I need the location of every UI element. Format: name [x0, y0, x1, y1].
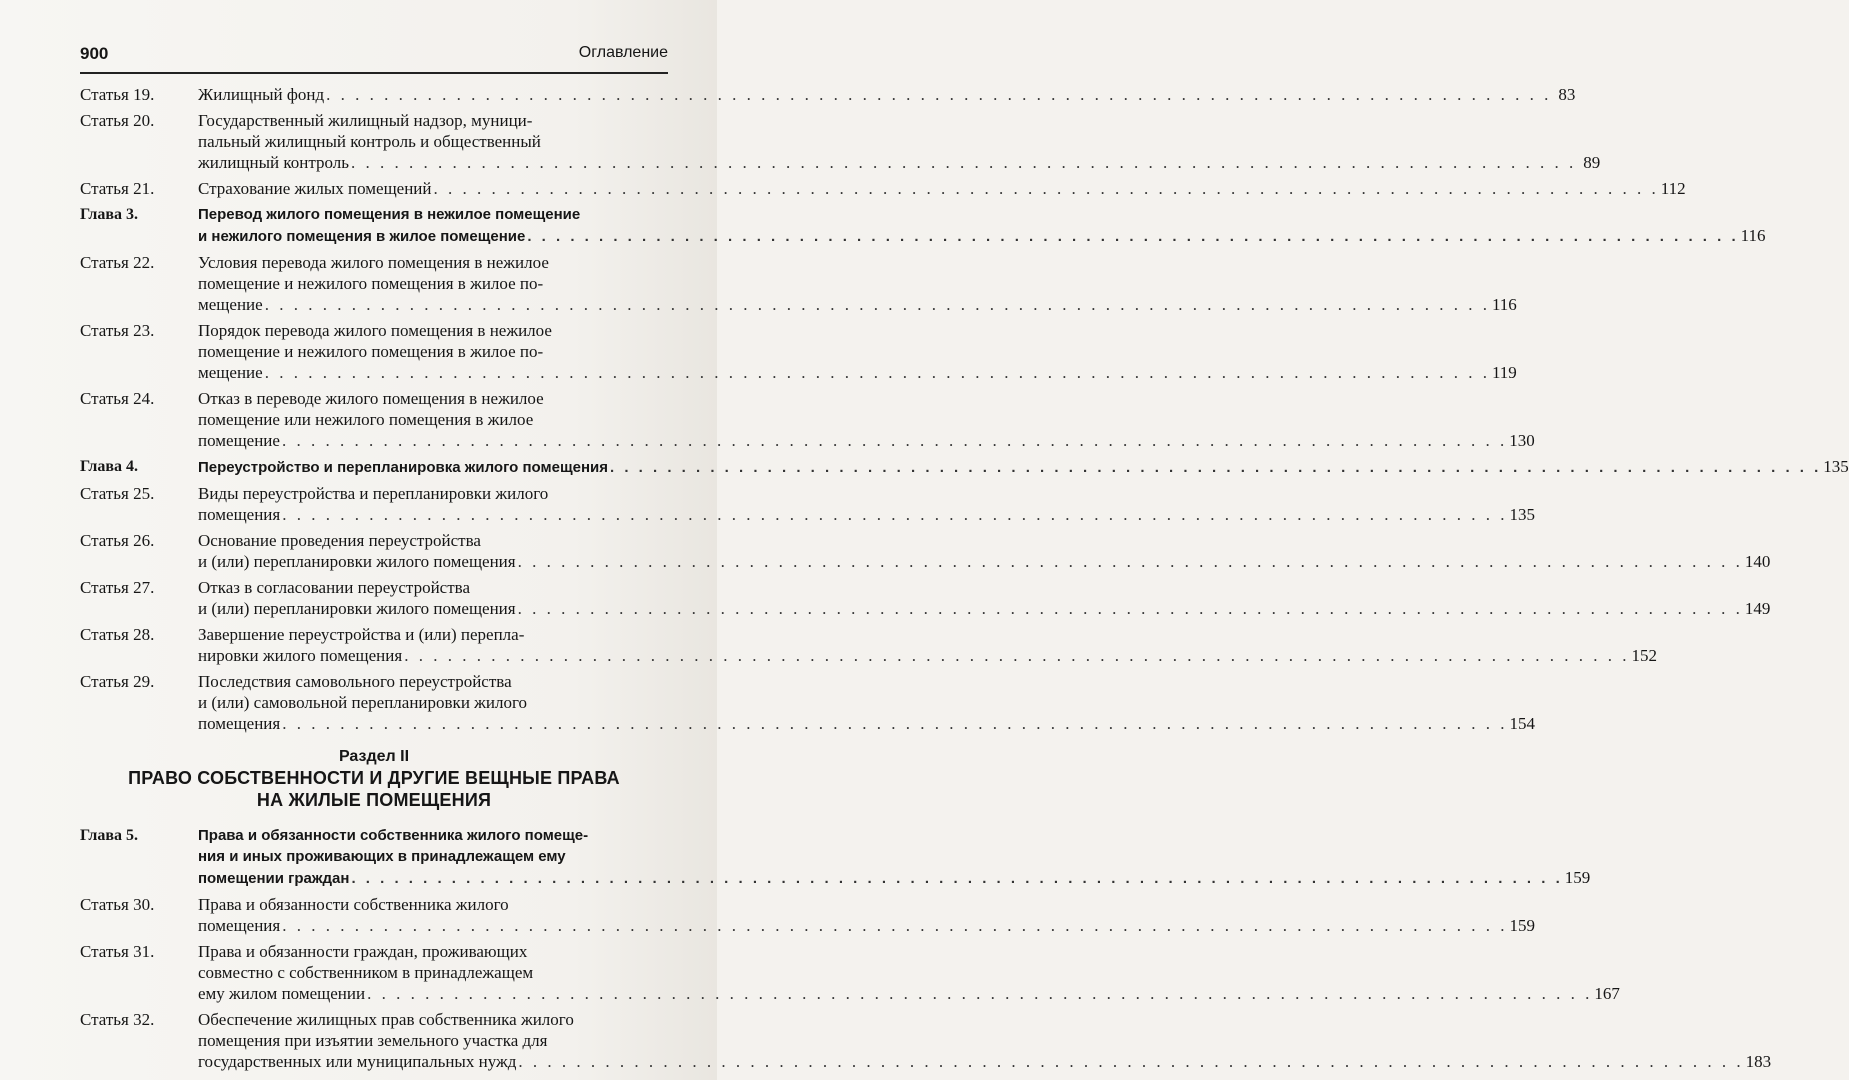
- entry-title-line: Жилищный фонд: [198, 85, 325, 104]
- entry-title-line: и (или) самовольной перепланировки жилого: [198, 693, 528, 712]
- entry-title-line: помещения: [198, 505, 281, 524]
- entry-label: Статья 20.: [80, 111, 155, 130]
- entry-page-number: 167: [1594, 984, 1620, 1003]
- section-heading: [80, 746, 668, 811]
- toc-article-entry: [80, 577, 1771, 619]
- entry-title-line: помещение или нежилого помещения в жилое: [198, 410, 534, 429]
- entry-title-line: Отказ в согласовании переустройства: [198, 578, 470, 597]
- entry-title-line: нировки жилого помещения: [198, 646, 403, 665]
- toc-article-entry: [80, 178, 1686, 199]
- entry-title-line: Права и обязанности собственника жилого: [198, 895, 509, 914]
- entry-title: [198, 110, 1600, 173]
- entry-title-line: мещение: [198, 295, 263, 314]
- entry-title-line: ния и иных проживающих в принадлежащем ему: [198, 848, 566, 865]
- entry-page-number: 130: [1509, 431, 1535, 450]
- dot-leader: [351, 868, 1562, 889]
- dot-leader: [282, 915, 1507, 936]
- entry-title-line: Обеспечение жилищных прав собственника жилого: [198, 1010, 574, 1029]
- entry-title-line: помещении граждан: [198, 870, 350, 887]
- dot-leader: [265, 362, 1490, 383]
- entry-title-line: помещение: [198, 431, 280, 450]
- entry-page-number: 135: [1509, 505, 1535, 524]
- dot-leader: [282, 713, 1507, 734]
- entry-title-line: и (или) перепланировки жилого помещения: [198, 599, 516, 618]
- entry-label: Статья 27.: [80, 578, 155, 597]
- entry-title: [198, 320, 1517, 383]
- section-title-line-1: ПРАВО СОБСТВЕННОСТИ И ДРУГИЕ ВЕЩНЫЕ ПРАВА: [128, 768, 620, 788]
- entry-title-line: помещения при изъятии земельного участка для: [198, 1031, 548, 1050]
- toc-article-entry: [80, 624, 1657, 666]
- toc-article-entry: [80, 388, 1535, 451]
- entry-last-line: [198, 225, 1766, 247]
- entry-title: [198, 624, 1657, 666]
- entry-title-line: Права и обязанности граждан, проживающих: [198, 942, 528, 961]
- entry-label: Статья 21.: [80, 179, 155, 198]
- dot-leader: [434, 178, 1659, 199]
- entry-label: Глава 5.: [80, 827, 138, 844]
- entry-title: [198, 530, 1770, 572]
- entry-page-number: 116: [1740, 226, 1766, 245]
- toc-article-entry: [80, 1009, 1772, 1072]
- entry-title-line: Переустройство и перепланировка жилого помещения: [198, 459, 608, 476]
- entry-title-line: Основание проведения переустройства: [198, 531, 481, 550]
- table-of-contents: [80, 84, 1849, 1077]
- entry-page-number: 159: [1564, 868, 1591, 887]
- entry-title: [198, 577, 1770, 619]
- entry-page-number: 83: [1558, 85, 1576, 104]
- entry-title: [198, 671, 1535, 734]
- dot-leader: [326, 84, 1551, 105]
- entry-title-line: Государственный жилищный надзор, муници-: [198, 111, 533, 130]
- toc-article-entry: [80, 320, 1517, 383]
- entry-title: [198, 1009, 1771, 1072]
- entry-label: Статья 24.: [80, 389, 155, 408]
- entry-title: [198, 456, 1849, 478]
- entry-title-line: помещение и нежилого помещения в жилое по-: [198, 342, 544, 361]
- entry-last-line: [198, 430, 1535, 451]
- entry-label: Статья 29.: [80, 672, 155, 691]
- entry-title-line: Порядок перевода жилого помещения в нежилое: [198, 321, 552, 340]
- entry-last-line: [198, 713, 1535, 734]
- toc-chapter-entry: [80, 204, 1766, 247]
- entry-last-line: [198, 1051, 1771, 1072]
- entry-label: Статья 19.: [80, 85, 155, 104]
- toc-article-entry: [80, 941, 1620, 1004]
- entry-title-line: Страхование жилых помещений: [198, 179, 432, 198]
- entry-title: [198, 894, 1535, 936]
- toc-part-1: [80, 84, 1849, 734]
- entry-title-line: пальный жилищный контроль и общественный: [198, 132, 541, 151]
- entry-label: Статья 28.: [80, 625, 155, 644]
- toc-article-entry: [80, 110, 1601, 173]
- entry-title: [198, 941, 1620, 1004]
- dot-leader: [610, 457, 1821, 478]
- entry-page-number: 149: [1744, 599, 1771, 618]
- entry-label: Статья 26.: [80, 531, 155, 550]
- entry-title-line: Права и обязанности собственника жилого помеще-: [198, 827, 589, 844]
- toc-article-entry: [80, 84, 1576, 105]
- entry-title: [198, 825, 1590, 889]
- dot-leader: [265, 294, 1490, 315]
- entry-page-number: 152: [1631, 646, 1657, 665]
- entry-last-line: [198, 598, 1770, 619]
- toc-article-entry: [80, 671, 1535, 734]
- entry-label: Статья 25.: [80, 484, 155, 503]
- running-title: Оглавление: [578, 44, 668, 61]
- toc-article-entry: [80, 252, 1517, 315]
- entry-label: Глава 3.: [80, 206, 138, 223]
- toc-article-entry: [80, 894, 1535, 936]
- entry-last-line: [198, 504, 1535, 525]
- section-title-line-2: НА ЖИЛЫЕ ПОМЕЩЕНИЯ: [256, 790, 492, 810]
- entry-title: [198, 178, 1686, 199]
- entry-title-line: Завершение переустройства и (или) перепла-: [198, 625, 525, 644]
- entry-last-line: [198, 152, 1600, 173]
- entry-page-number: 159: [1509, 916, 1535, 935]
- entry-title: [198, 252, 1517, 315]
- page-number: 900: [80, 44, 109, 63]
- entry-page-number: 154: [1509, 714, 1535, 733]
- dot-leader: [518, 1051, 1743, 1072]
- toc-part-2: [80, 825, 1772, 1072]
- entry-title-line: мещение: [198, 363, 263, 382]
- entry-last-line: [198, 867, 1590, 889]
- entry-last-line: [198, 915, 1535, 936]
- entry-page-number: 135: [1823, 457, 1849, 476]
- entry-page-number: 112: [1660, 179, 1686, 198]
- entry-title-line: Перевод жилого помещения в нежилое помещение: [198, 206, 581, 223]
- entry-title-line: государственных или муниципальных нужд: [198, 1052, 517, 1071]
- toc-chapter-entry: [80, 456, 1849, 478]
- entry-title-line: жилищный контроль: [198, 153, 350, 172]
- entry-last-line: [198, 456, 1849, 478]
- entry-page-number: 140: [1744, 552, 1771, 571]
- entry-last-line: [198, 983, 1620, 1004]
- entry-label: Статья 22.: [80, 253, 155, 272]
- toc-chapter-entry: [80, 825, 1591, 889]
- entry-title: [198, 483, 1535, 525]
- dot-leader: [527, 226, 1738, 247]
- entry-title-line: и нежилого помещения в жилое помещение: [198, 228, 526, 245]
- entry-title: [198, 388, 1535, 451]
- entry-label: Статья 31.: [80, 942, 155, 961]
- toc-article-entry: [80, 483, 1535, 525]
- entry-title-line: ему жилом помещении: [198, 984, 366, 1003]
- entry-title-line: помещения: [198, 714, 281, 733]
- entry-last-line: [198, 362, 1517, 383]
- entry-last-line: [198, 551, 1770, 572]
- entry-page-number: 183: [1745, 1052, 1772, 1071]
- dot-leader: [404, 645, 1629, 666]
- dot-leader: [282, 430, 1507, 451]
- entry-page-number: 116: [1491, 295, 1517, 314]
- entry-title-line: и (или) перепланировки жилого помещения: [198, 552, 516, 571]
- entry-label: Статья 23.: [80, 321, 155, 340]
- entry-title-line: совместно с собственником в принадлежащем: [198, 963, 534, 982]
- section-label: Раздел II: [338, 748, 410, 765]
- dot-leader: [367, 983, 1592, 1004]
- entry-title: [198, 84, 1575, 105]
- entry-page-number: 119: [1491, 363, 1517, 382]
- entry-label: Статья 30.: [80, 895, 155, 914]
- entry-last-line: [198, 178, 1686, 199]
- page-header: [80, 42, 668, 74]
- entry-label: Глава 4.: [80, 458, 138, 475]
- entry-last-line: [198, 645, 1657, 666]
- entry-title-line: Отказ в переводе жилого помещения в нежилое: [198, 389, 544, 408]
- entry-last-line: [198, 294, 1517, 315]
- entry-page-number: 89: [1583, 153, 1601, 172]
- entry-title-line: помещение и нежилого помещения в жилое по-: [198, 274, 544, 293]
- entry-title-line: Последствия самовольного переустройства: [198, 672, 512, 691]
- entry-last-line: [198, 84, 1575, 105]
- entry-title-line: Условия перевода жилого помещения в нежилое: [198, 253, 549, 272]
- entry-title: [198, 204, 1766, 247]
- toc-article-entry: [80, 530, 1771, 572]
- dot-leader: [518, 551, 1743, 572]
- entry-label: Статья 32.: [80, 1010, 155, 1029]
- entry-title-line: Виды переустройства и перепланировки жилого: [198, 484, 549, 503]
- dot-leader: [282, 504, 1507, 525]
- entry-title-line: помещения: [198, 916, 281, 935]
- dot-leader: [518, 598, 1743, 619]
- dot-leader: [351, 152, 1576, 173]
